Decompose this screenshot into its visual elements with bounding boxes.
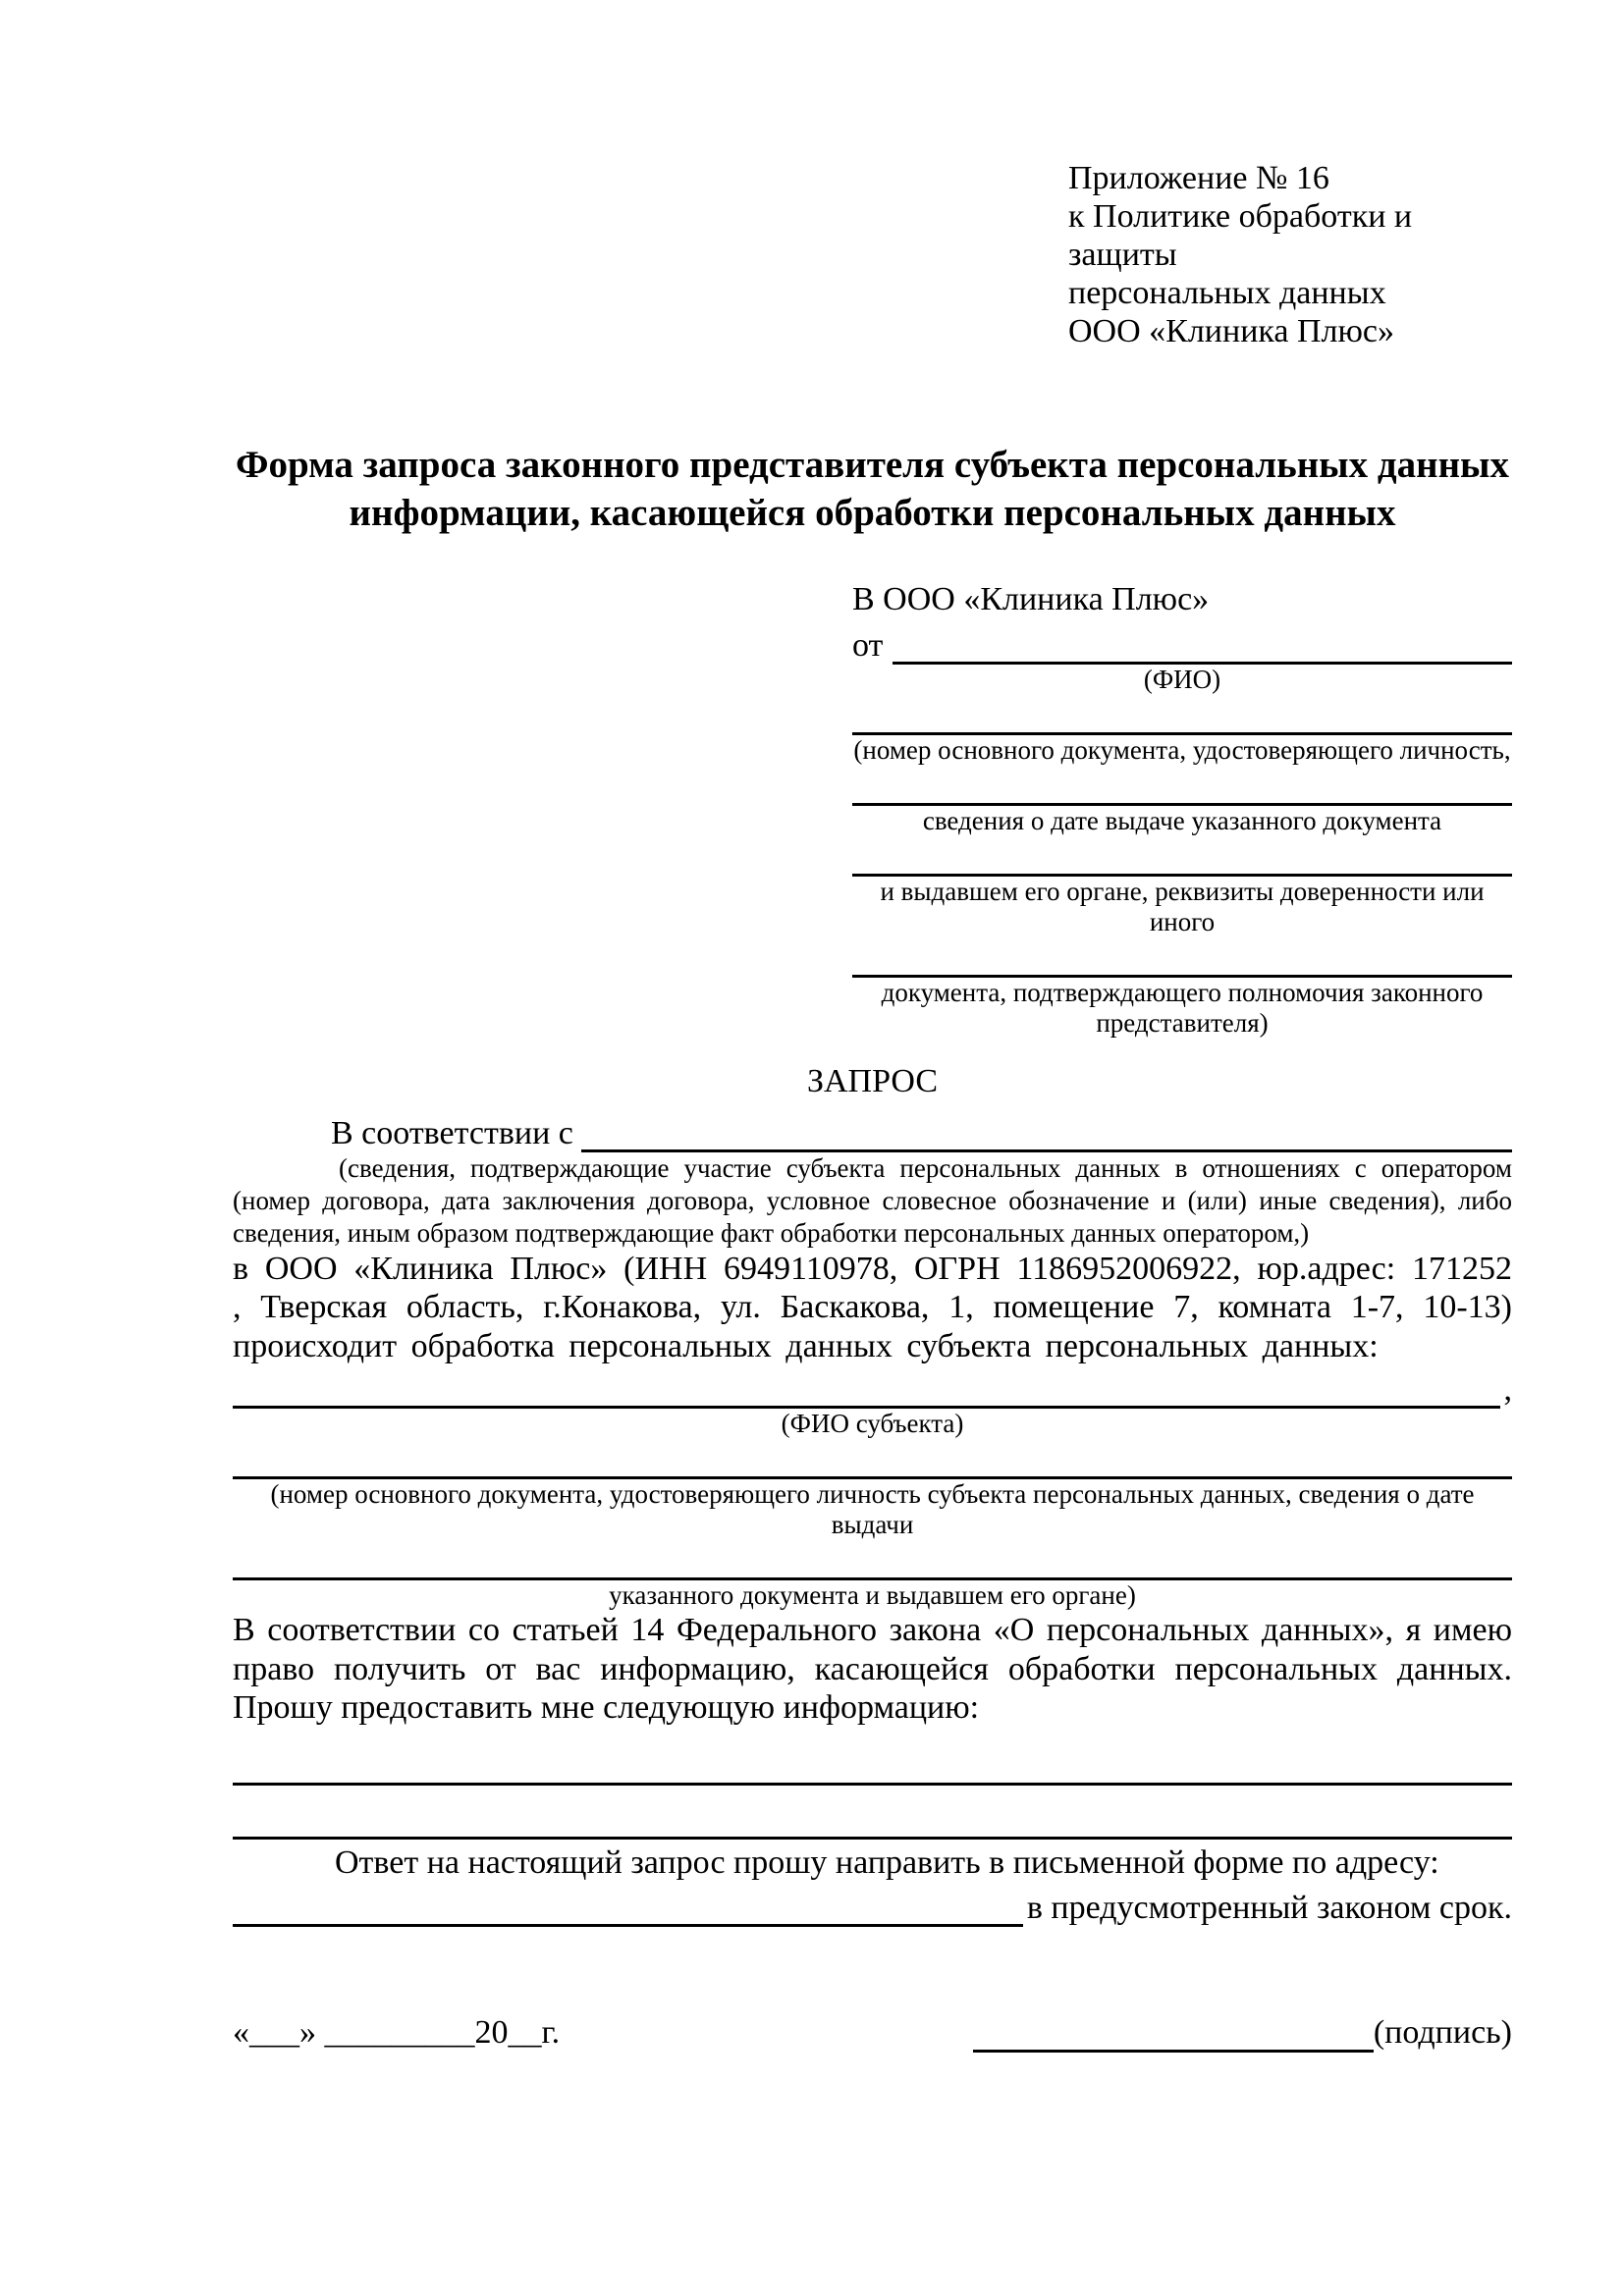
subject-fio-input-line[interactable]	[233, 1365, 1500, 1409]
signature-caption: (подпись)	[1373, 2014, 1512, 2052]
issue-date-input-line[interactable]	[852, 766, 1512, 806]
law-paragraph: В соответствии со статьей 14 Федерального закона «О персональных данных», я имею право получить от вас информацию, касающейся обработки персональных данных. Прошу предоставить мне следующую информацию:	[233, 1612, 1512, 1727]
reply-address-input-line[interactable]	[233, 1882, 1023, 1927]
accordance-input-line[interactable]	[581, 1107, 1512, 1152]
signature-group	[973, 2013, 1512, 2052]
appendix-line-3: персональных данных	[1068, 275, 1386, 311]
appendix-block	[1068, 159, 1512, 350]
appendix-line-2: к Политике обработки и защиты	[1068, 198, 1413, 273]
accordance-lead: В соответствии с	[331, 1114, 573, 1151]
subject-fio-trailing-comma: ,	[1503, 1370, 1512, 1408]
document-title	[233, 441, 1512, 537]
document-title-line-1: Форма запроса законного представителя субъекта персональных данных	[235, 444, 1510, 486]
subject-fio-caption: (ФИО субъекта)	[781, 1409, 964, 1439]
operator-paragraph: в ООО «Клиника Плюс» (ИНН 6949110978, ОГРН 1186952006922, юр.адрес: 171252 , Тверская область, г.Конакова, ул. Баскакова, 1, помещение 7, комната 1-7, 10-13) происходит обработка персональных данных субъекта персональных данных:	[233, 1251, 1512, 1364]
authority-document-caption: документа, подтверждающего полномочия законного представителя)	[881, 978, 1484, 1038]
subject-document-caption-2: указанного документа и выдавшем его органе)	[609, 1580, 1136, 1611]
document-number-input-line[interactable]	[852, 695, 1512, 735]
appendix-line-4: ООО «Клиника Плюс»	[1068, 313, 1394, 349]
document-title-line-2: информации, касающейся обработки персональных данных	[349, 492, 1396, 534]
reply-tail-text: в предусмотренный законом срок.	[1026, 1889, 1512, 1926]
representative-fio-input-line[interactable]	[893, 621, 1512, 665]
issuing-authority-input-line[interactable]	[852, 836, 1512, 877]
reply-paragraph: Ответ на настоящий запрос прошу направить в письменной форме по адресу:	[335, 1843, 1439, 1881]
request-heading: ЗАПРОС	[806, 1063, 939, 1099]
reply-address-row	[233, 1882, 1512, 1927]
accordance-note: (сведения, подтверждающие участие субъекта персональных данных в отношениях с оператором (номер договора, дата заключения договора, условное словесное обозначение и (или) иные сведения), либо сведения, иным образом подтверждающие факт обработки персональных данных оператором,)	[233, 1153, 1512, 1248]
recipient-organization: В ООО «Клиника Плюс»	[852, 581, 1210, 617]
document-number-caption: (номер основного документа, удостоверяющего личность,	[853, 735, 1511, 765]
recipient-block	[852, 578, 1512, 1039]
date-line: «___» _________20__г.	[233, 2014, 561, 2052]
signature-input-line[interactable]	[973, 2014, 1374, 2053]
fio-caption: (ФИО)	[1143, 665, 1221, 694]
requested-info-input-line-1[interactable]	[233, 1783, 1512, 1786]
issuing-authority-caption: и выдавшем его органе, реквизиты доверенности или иного	[880, 877, 1485, 936]
authority-document-input-line[interactable]	[852, 937, 1512, 978]
from-row	[852, 621, 1512, 665]
from-label: от	[852, 626, 884, 664]
subject-document-caption-1: (номер основного документа, удостоверяющего личность субъекта персональных данных, сведения о дате выдачи	[270, 1479, 1475, 1540]
footer-row	[233, 2013, 1512, 2052]
subject-document-input-line[interactable]	[233, 1439, 1512, 1479]
issue-date-caption: сведения о дате выдаче указанного документа	[922, 806, 1442, 835]
requested-info-input-line-2[interactable]	[233, 1837, 1512, 1840]
subject-fio-row	[233, 1365, 1512, 1409]
subject-document-issuer-input-line[interactable]	[233, 1540, 1512, 1580]
accordance-row	[233, 1107, 1512, 1152]
appendix-line-1: Приложение № 16	[1068, 160, 1329, 196]
